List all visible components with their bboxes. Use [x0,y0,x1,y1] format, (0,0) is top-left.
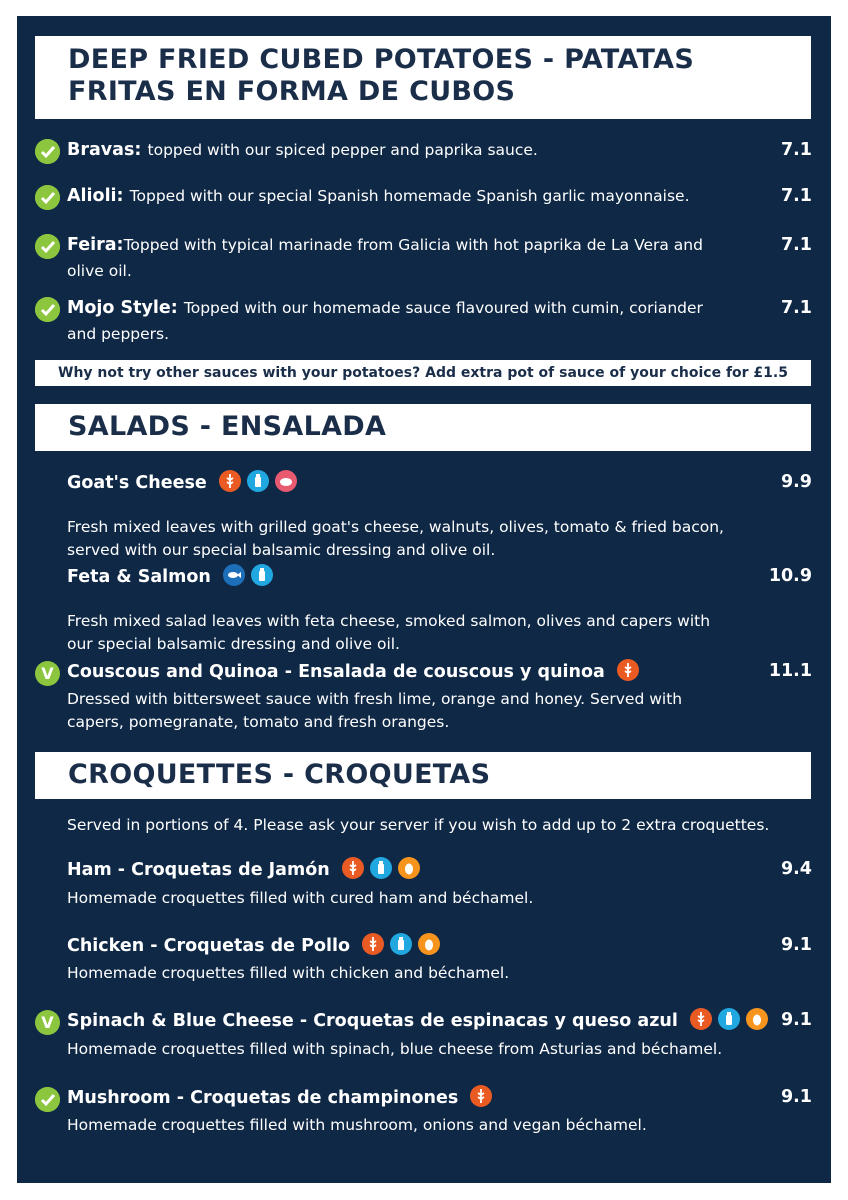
vegan-check-icon [35,297,60,322]
menu-item-text [67,186,690,206]
item-name-row [67,1010,768,1032]
item-name-row [67,472,297,494]
gluten-icon [690,1008,712,1030]
vegan-check-icon [35,139,60,164]
gluten-icon [470,1085,492,1107]
item-name: Spinach & Blue Cheese - Croquetas de espinacas y queso azul [67,1011,678,1031]
egg-icon [398,857,420,879]
section-title: SALADS - ENSALADA [68,411,387,442]
item-name: Mushroom - Croquetas de champinones [67,1088,459,1108]
egg-icon [418,933,440,955]
section-title: CROQUETTES - CROQUETAS [68,759,491,790]
item-description-line1: Dressed with bittersweet sauce with fresh lime, orange and honey. Served with [67,690,683,708]
section-title-line2: FRITAS EN FORMA DE CUBOS [68,76,516,107]
section-header-salads [35,404,811,451]
item-name: Couscous and Quinoa - Ensalada de couscous y quinoa [67,662,605,682]
item-description-line2: olive oil. [67,262,132,280]
item-name: Mojo Style: [67,298,178,318]
item-price: 7.1 [780,140,812,160]
section-title-line1: DEEP FRIED CUBED POTATOES - PATATAS [68,44,695,75]
milk-icon [251,564,273,586]
item-price: 9.1 [780,1087,812,1107]
menu-item-text [67,235,703,255]
menu-item-text [67,298,703,318]
milk-icon [718,1008,740,1030]
item-name-row [67,566,273,588]
extra-sauce-note: Why not try other sauces with your potatoes? Add extra pot of sauce of your choice for £1.5 [35,360,811,386]
item-price: 7.1 [780,186,812,206]
item-description: Homemade croquettes filled with cured ham and béchamel. [67,889,534,907]
item-price: 9.4 [780,859,812,879]
item-price: 9.1 [780,1010,812,1030]
item-name: Feta & Salmon [67,567,211,587]
item-name: Goat's Cheese [67,473,207,493]
item-description-line1: Topped with typical marinade from Galicia with hot paprika de La Vera and [123,236,703,254]
item-name: Bravas: [67,140,142,160]
item-description-line1: Fresh mixed leaves with grilled goat's cheese, walnuts, olives, tomato & fried bacon, [67,518,724,536]
item-price: 9.9 [780,472,812,492]
item-description: Homemade croquettes filled with mushroom, onions and vegan béchamel. [67,1116,647,1134]
item-name: Alioli: [67,186,124,206]
egg-icon [746,1008,768,1030]
item-description-line2: served with our special balsamic dressing and olive oil. [67,541,496,559]
vegan-check-icon [35,234,60,259]
section-header-potatoes [35,36,811,119]
item-name-row [67,1087,492,1109]
gluten-icon [342,857,364,879]
item-price: 10.9 [768,566,812,586]
item-name: Chicken - Croquetas de Pollo [67,936,351,956]
item-name-row [67,935,440,957]
gluten-icon [219,470,241,492]
item-description-line2: and peppers. [67,325,170,343]
item-price: 11.1 [768,661,812,681]
milk-icon [370,857,392,879]
milk-icon [390,933,412,955]
item-name: Feira: [67,235,124,255]
fish-icon [223,564,245,586]
menu-item-text [67,140,538,160]
item-description-line2: our special balsamic dressing and olive oil. [67,635,400,653]
crustacean-icon [275,470,297,492]
item-description-line2: capers, pomegranate, tomato and fresh oranges. [67,713,450,731]
item-description-line1: Fresh mixed salad leaves with feta cheese, smoked salmon, olives and capers with [67,612,711,630]
item-price: 7.1 [780,298,812,318]
vegetarian-badge: V [35,661,60,686]
item-name-row [67,859,420,881]
item-price: 9.1 [780,935,812,955]
milk-icon [247,470,269,492]
item-description-line1: Topped with our homemade sauce flavoured with cumin, coriander [183,299,703,317]
vegan-check-icon [35,1087,60,1112]
vegan-check-icon [35,185,60,210]
item-description: Topped with our special Spanish homemade Spanish garlic mayonnaise. [129,187,690,205]
gluten-icon [617,659,639,681]
section-header-croquettes [35,752,811,799]
item-name: Ham - Croquetas de Jamón [67,860,330,880]
item-description: Homemade croquettes filled with spinach, blue cheese from Asturias and béchamel. [67,1040,723,1058]
gluten-icon [362,933,384,955]
item-description: topped with our spiced pepper and paprika sauce. [147,141,538,159]
item-price: 7.1 [780,235,812,255]
menu-page [17,16,831,1183]
section-intro: Served in portions of 4. Please ask your server if you wish to add up to 2 extra croquettes. [67,816,770,834]
vegetarian-badge: V [35,1010,60,1035]
item-name-row [67,661,639,683]
item-description: Homemade croquettes filled with chicken and béchamel. [67,964,510,982]
